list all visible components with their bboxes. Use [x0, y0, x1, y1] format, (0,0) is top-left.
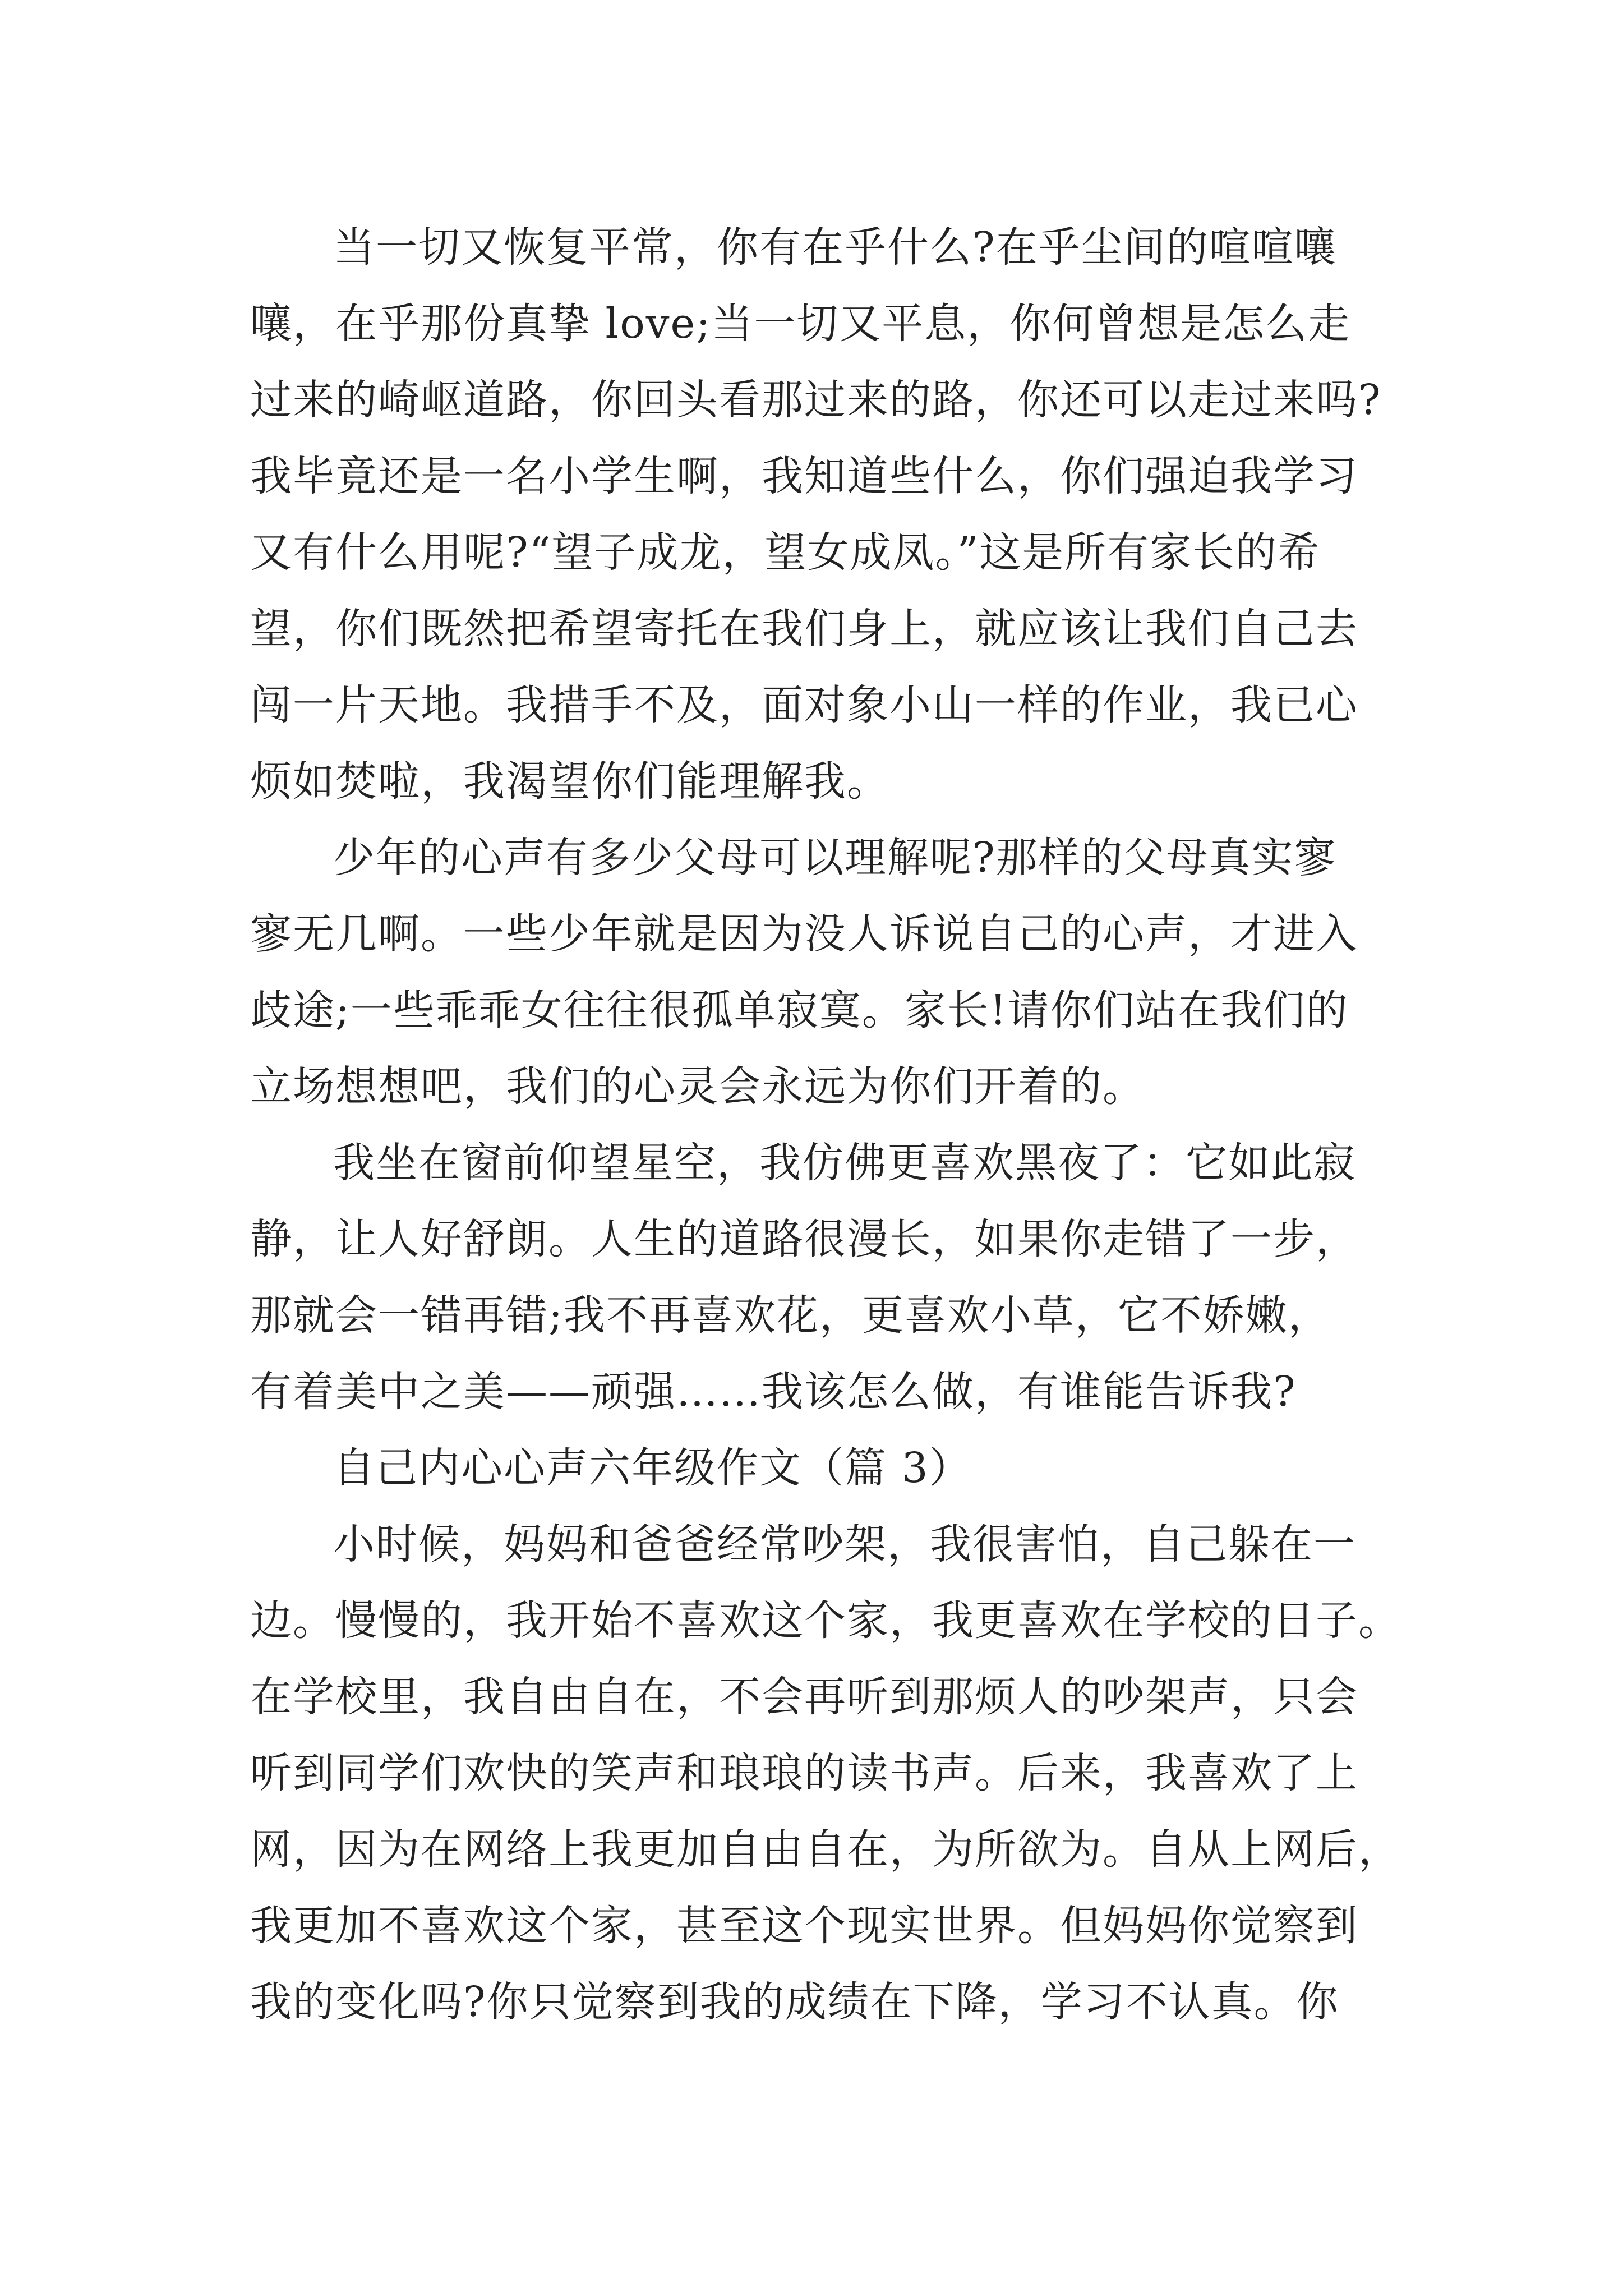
- text-line: 当一切又恢复平常，你有在乎什么?在乎尘间的喧喧嚷: [333, 223, 1337, 272]
- text-line: 烦如焚啦，我渴望你们能理解我。: [250, 757, 889, 806]
- text-line: 我的变化吗?你只觉察到我的成绩在下降，学习不认真。你: [250, 1978, 1339, 2026]
- heading-text: 自己内心心声六年级作文（篇 3）: [333, 1444, 972, 1492]
- text-line: 在学校里，我自由自在，不会再听到那烦人的吵架声，只会: [250, 1673, 1358, 1721]
- paragraph-3: [250, 1125, 1383, 1430]
- text-line: 静，让人好舒朗。人生的道路很漫长，如果你走错了一步，: [250, 1215, 1358, 1263]
- text-line: 小时候，妈妈和爸爸经常吵架，我很害怕，自己躲在一: [333, 1520, 1356, 1568]
- text-line: 听到同学们欢快的笑声和琅琅的读书声。后来，我喜欢了上: [250, 1749, 1358, 1797]
- text-line: 寥无几啊。一些少年就是因为没人诉说自己的心声，才进入: [250, 910, 1358, 958]
- text-line: 网，因为在网络上我更加自由自在，为所欲为。自从上网后，: [250, 1825, 1401, 1874]
- text-line: 歧途;一些乖乖女往往很孤单寂寞。家长!请你们站在我们的: [250, 986, 1349, 1034]
- section-heading: [250, 1430, 1383, 1506]
- text-line: 闯一片天地。我措手不及，面对象小山一样的作业，我已心: [250, 681, 1358, 729]
- text-line: 边。慢慢的，我开始不喜欢这个家，我更喜欢在学校的日子。: [250, 1596, 1401, 1645]
- paragraph-2: [250, 820, 1383, 1125]
- text-line: 少年的心声有多少父母可以理解呢?那样的父母真实寥: [333, 834, 1337, 882]
- text-line: 望，你们既然把希望寄托在我们身上，就应该让我们自己去: [250, 605, 1358, 653]
- text-line: 立场想想吧，我们的心灵会永远为你们开着的。: [250, 1062, 1145, 1111]
- text-line: 我更加不喜欢这个家，甚至这个现实世界。但妈妈你觉察到: [250, 1902, 1358, 1950]
- document-body: [250, 209, 1401, 2040]
- text-line: 有着美中之美——顽强……我该怎么做，有谁能告诉我?: [250, 1368, 1297, 1416]
- text-line: 那就会一错再错;我不再喜欢花，更喜欢小草，它不娇嫩，: [250, 1291, 1331, 1340]
- text-line: 我毕竟还是一名小学生啊，我知道些什么，你们强迫我学习: [250, 452, 1358, 500]
- text-line: 过来的崎岖道路，你回头看那过来的路，你还可以走过来吗?: [250, 376, 1382, 424]
- text-line: 嚷，在乎那份真挚 love;当一切又平息，你何曾想是怎么走: [250, 300, 1351, 348]
- text-line: 我坐在窗前仰望星空，我仿佛更喜欢黑夜了：它如此寂: [333, 1139, 1356, 1187]
- paragraph-1: [250, 209, 1383, 820]
- text-line: 又有什么用呢?“望子成龙，望女成凤。”这是所有家长的希: [250, 528, 1321, 577]
- paragraph-4: [250, 1506, 1401, 2040]
